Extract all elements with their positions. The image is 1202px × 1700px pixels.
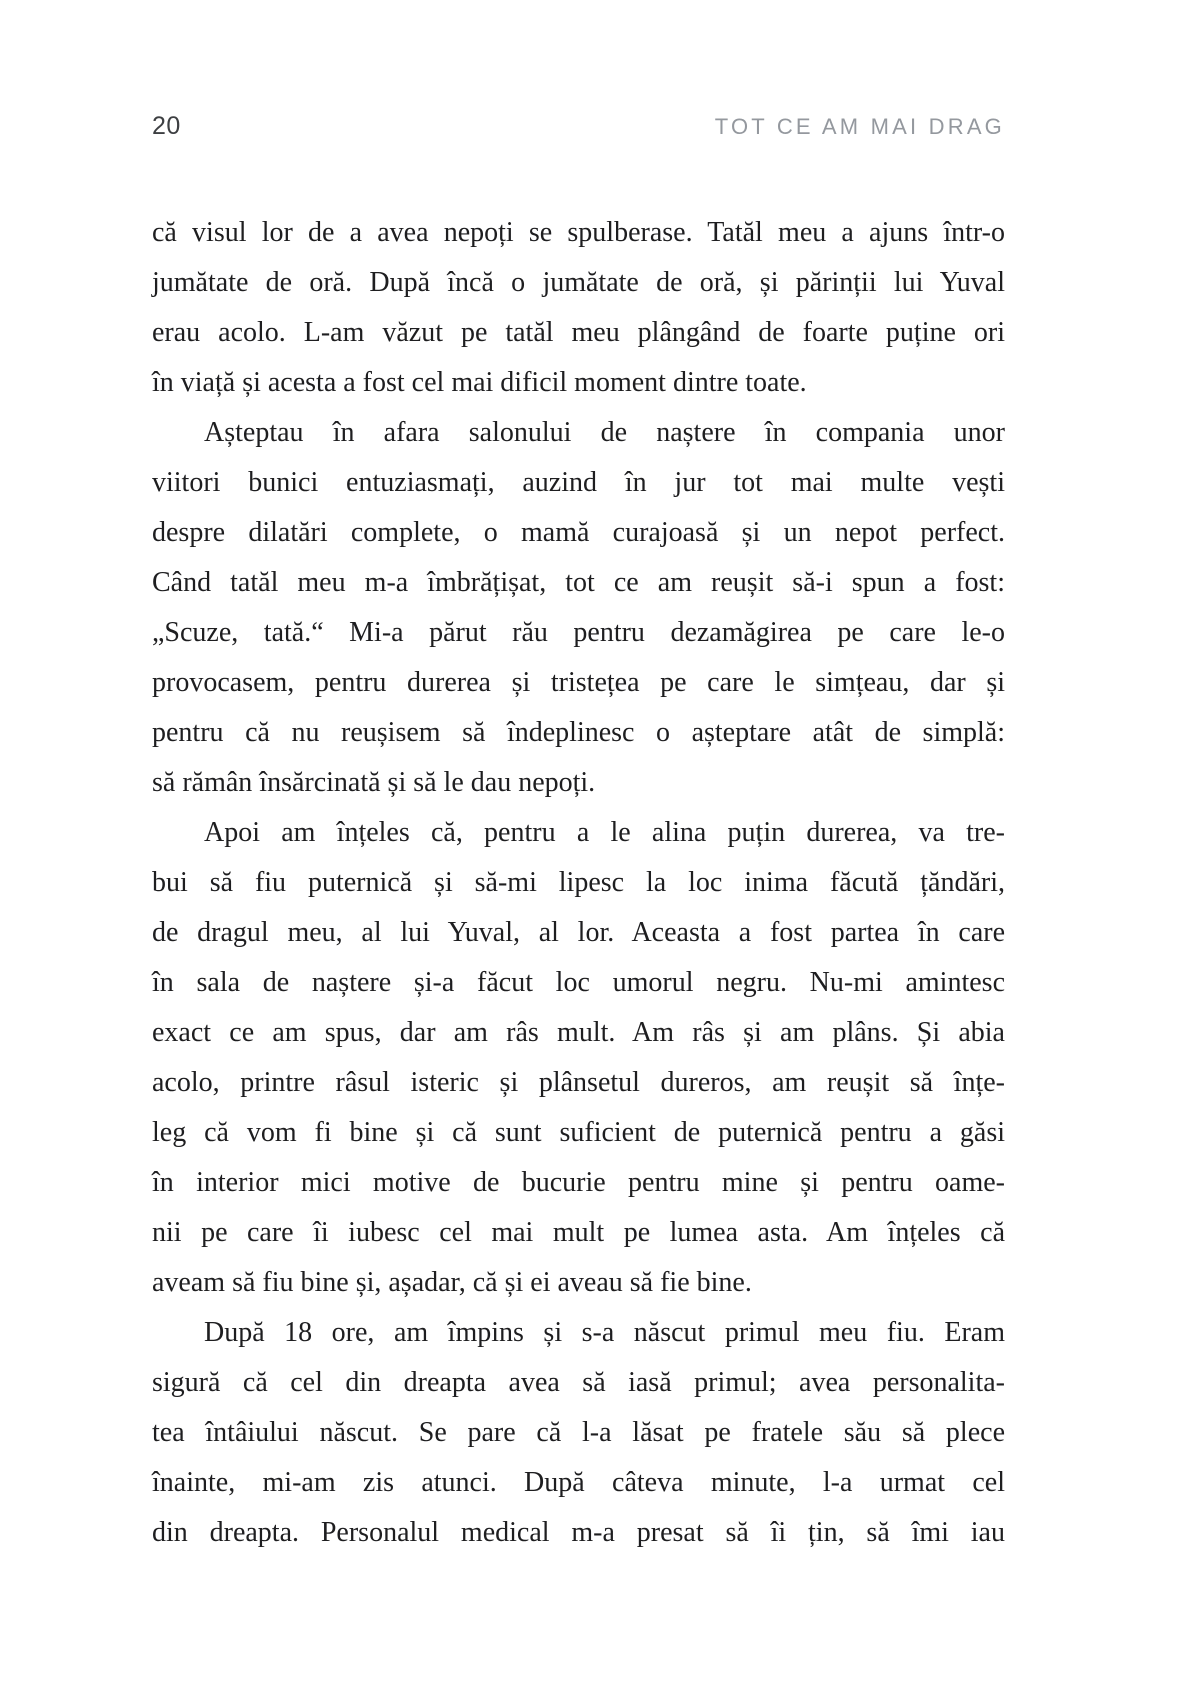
text-line: de dragul meu, al lui Yuval, al lor. Aceasta a fost partea în care xyxy=(152,917,1005,948)
text-line: pentru că nu reușisem să îndeplinesc o așteptare atât de simplă: xyxy=(152,717,1005,748)
text-line: erau acolo. L-am văzut pe tatăl meu plângând de foarte puține ori xyxy=(152,317,1005,348)
text-line: în interior mici motive de bucurie pentru mine și pentru oame- xyxy=(152,1167,1005,1198)
text-line: Apoi am înțeles că, pentru a le alina puțin durerea, va tre- xyxy=(204,817,1005,848)
text-line: viitori bunici entuziasmați, auzind în jur tot mai multe vești xyxy=(152,467,1005,498)
text-line: că visul lor de a avea nepoți se spulberase. Tatăl meu a ajuns într-o xyxy=(152,217,1005,248)
page-header xyxy=(152,112,1005,141)
text-line: să rămân însărcinată și să le dau nepoți. xyxy=(152,767,596,798)
text-line: aveam să fiu bine și, așadar, că și ei aveau să fie bine. xyxy=(152,1267,752,1298)
text-line: în sala de naștere și-a făcut loc umorul negru. Nu-mi amintesc xyxy=(152,967,1005,998)
text-line: Când tatăl meu m-a îmbrățișat, tot ce am reușit să-i spun a fost: xyxy=(152,567,1005,598)
text-line: tea întâiului născut. Se pare că l-a lăsat pe fratele său să plece xyxy=(152,1417,1005,1448)
text-line: din dreapta. Personalul medical m-a presat să îi țin, să îmi iau xyxy=(152,1517,1005,1548)
text-line: despre dilatări complete, o mamă curajoasă și un nepot perfect. xyxy=(152,517,1005,548)
text-line: leg că vom fi bine și că sunt suficient de puternică pentru a găsi xyxy=(152,1117,1005,1148)
text-line: sigură că cel din dreapta avea să iasă primul; avea personalita- xyxy=(152,1367,1005,1398)
text-line: jumătate de oră. După încă o jumătate de oră, și părinții lui Yuval xyxy=(152,267,1005,298)
text-line: Așteptau în afara salonului de naștere în compania unor xyxy=(204,417,1005,448)
text-line: acolo, printre râsul isteric și plânsetul dureros, am reușit să înțe- xyxy=(152,1067,1005,1098)
text-line: „Scuze, tată.“ Mi-a părut rău pentru dezamăgirea pe care le-o xyxy=(152,617,1005,648)
text-line: înainte, mi-am zis atunci. După câteva minute, l-a urmat cel xyxy=(152,1467,1005,1498)
text-line: După 18 ore, am împins și s-a născut primul meu fiu. Eram xyxy=(204,1317,1005,1348)
text-line: provocasem, pentru durerea și tristețea pe care le simțeau, dar și xyxy=(152,667,1005,698)
running-title: TOT CE AM MAI DRAG xyxy=(714,114,1005,139)
text-line: exact ce am spus, dar am râs mult. Am râs și am plâns. Și abia xyxy=(152,1017,1005,1048)
text-line: nii pe care îi iubesc cel mai mult pe lumea asta. Am înțeles că xyxy=(152,1217,1005,1248)
text-line: bui să fiu puternică și să-mi lipesc la loc inima făcută țăndări, xyxy=(152,867,1005,898)
page-body xyxy=(152,208,1005,1558)
text-line: în viață și acesta a fost cel mai dificil moment dintre toate. xyxy=(152,367,807,398)
page-number: 20 xyxy=(152,112,181,140)
